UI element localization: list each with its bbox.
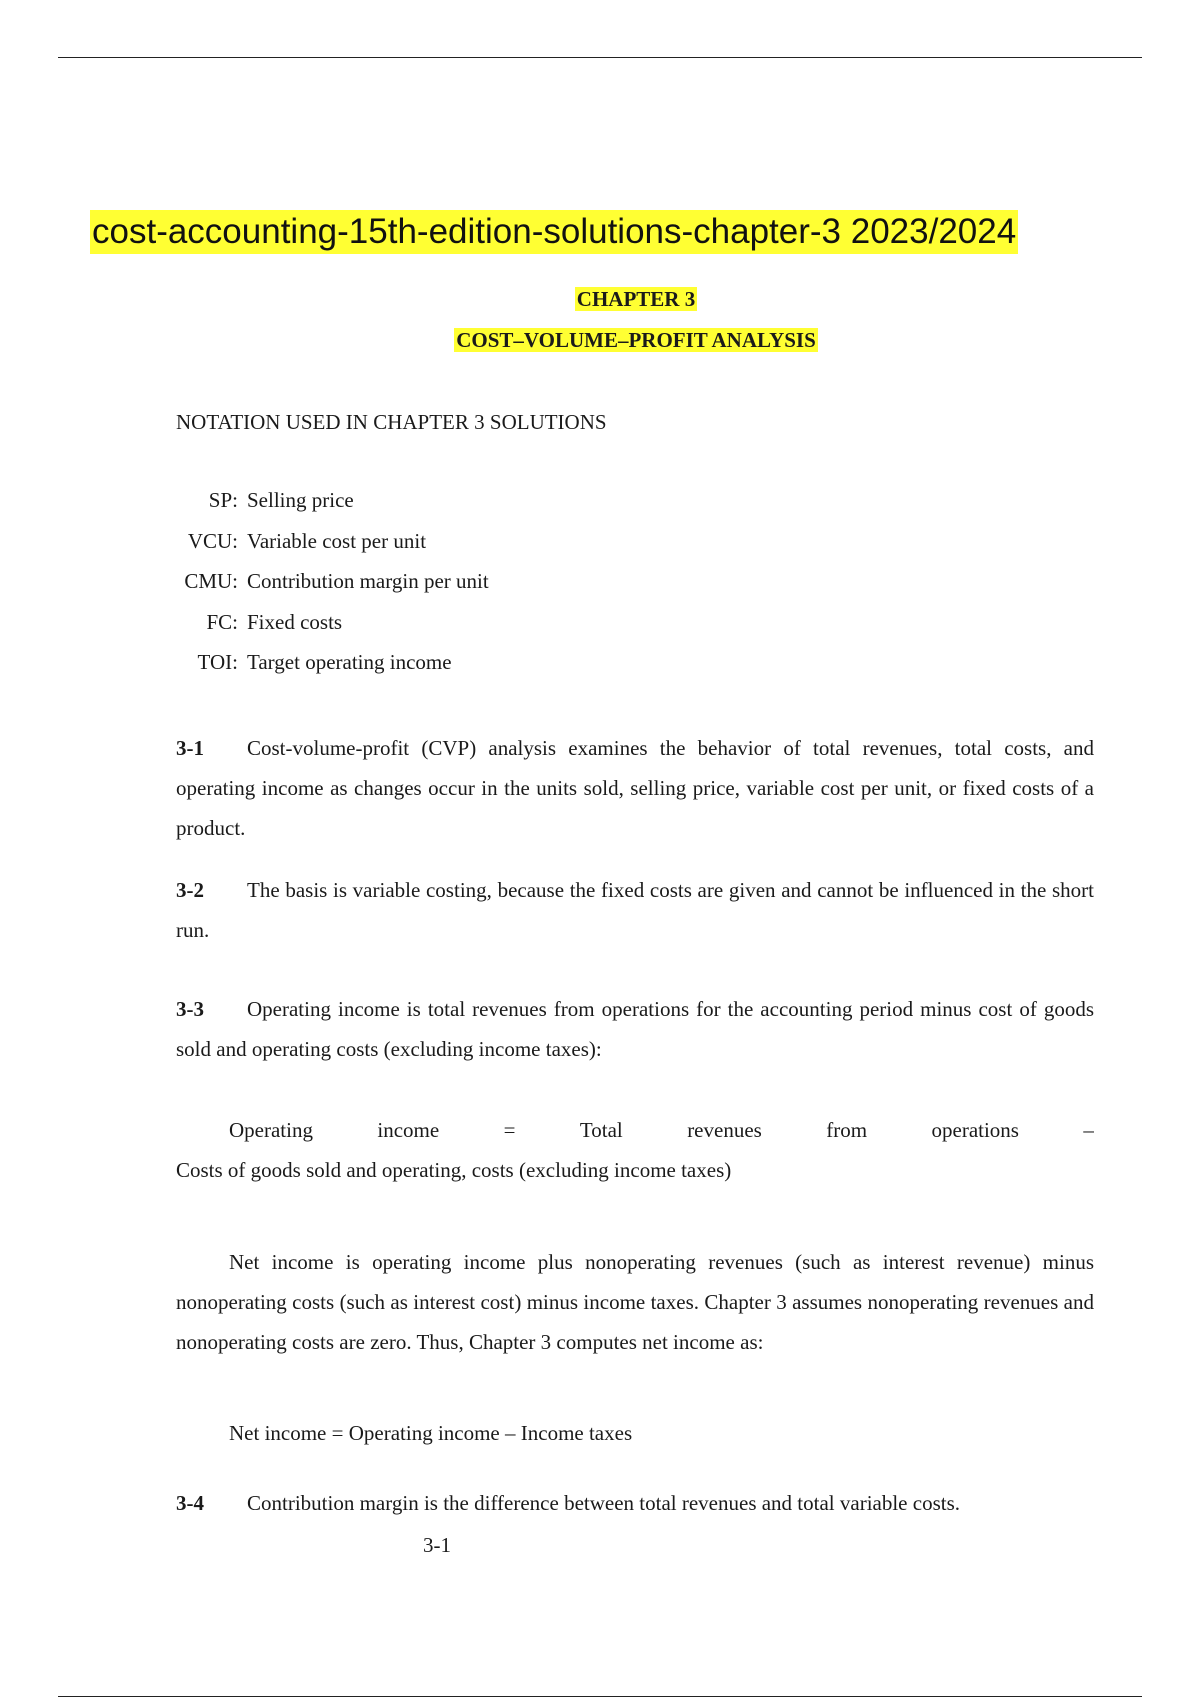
answer-3-1 [176, 728, 1094, 848]
operating-income-equation [229, 1118, 1094, 1143]
question-number: 3-4 [176, 1491, 204, 1515]
page-number: 3-1 [423, 1533, 451, 1557]
answer-3-2 [176, 870, 1094, 950]
answer-text: Cost-volume-profit (CVP) analysis examines the behavior of total revenues, total costs, and operating income as changes occur in the units sold, selling price, variable cost per unit, or fixed costs of a product. [176, 736, 1094, 840]
chapter-subtitle [0, 328, 1200, 353]
chapter-subtitle-text: COST–VOLUME–PROFIT ANALYSIS [456, 328, 816, 352]
equation-word: Operating [229, 1118, 313, 1142]
notation-abbr: TOI: [197, 650, 238, 674]
notation-meaning: Fixed costs [247, 609, 343, 634]
equation-word: = [503, 1118, 516, 1142]
notation-abbr: SP: [208, 488, 238, 512]
chapter-heading [0, 287, 1200, 312]
notation-meaning: Target operating income [247, 650, 452, 674]
notation-meaning: Selling price [247, 488, 354, 512]
question-number: 3-2 [176, 878, 204, 902]
equation-word: revenues [687, 1118, 762, 1142]
equation-word: income [377, 1118, 440, 1142]
document-title: cost-accounting-15th-edition-solutions-chapter-3 2023/2024 [90, 210, 1018, 254]
answer-3-4 [176, 1483, 1094, 1523]
equation-word: Total [579, 1118, 623, 1142]
answer-text: Operating income is total revenues from operations for the accounting period minus cost of goods sold and operating costs (excluding income taxes): [176, 997, 1094, 1061]
bottom-rule [58, 1696, 1142, 1697]
notation-abbr: VCU: [187, 528, 238, 553]
notation-meaning: Contribution margin per unit [247, 569, 489, 593]
answer-text: Contribution margin is the difference between total revenues and total variable costs. [247, 1491, 961, 1515]
top-rule [58, 57, 1142, 58]
equation-word: from [826, 1118, 868, 1142]
notation-abbr: CMU: [184, 569, 238, 593]
operating-income-equation-continued: Costs of goods sold and operating, costs (excluding income taxes) [176, 1158, 732, 1182]
notation-heading: NOTATION USED IN CHAPTER 3 SOLUTIONS [176, 410, 607, 434]
equation-word: operations [931, 1118, 1019, 1142]
question-number: 3-3 [176, 997, 204, 1021]
notation-meaning: Variable cost per unit [247, 528, 427, 553]
equation-word: – [1083, 1118, 1094, 1142]
notation-abbr: FC: [206, 609, 238, 634]
net-income-paragraph: Net income is operating income plus nonoperating revenues (such as interest revenue) minus nonoperating costs (such as interest cost) minus income taxes. Chapter 3 assumes nonoperating revenues and nonoperating costs are zero. Thus, Chapter 3 computes net income as: [176, 1250, 1094, 1354]
net-income-formula: Net income = Operating income – Income taxes [229, 1421, 633, 1445]
answer-3-3 [176, 989, 1094, 1069]
answer-text: The basis is variable costing, because the fixed costs are given and cannot be influenced in the short run. [176, 878, 1094, 942]
question-number: 3-1 [176, 736, 204, 760]
chapter-heading-text: CHAPTER 3 [576, 287, 696, 311]
